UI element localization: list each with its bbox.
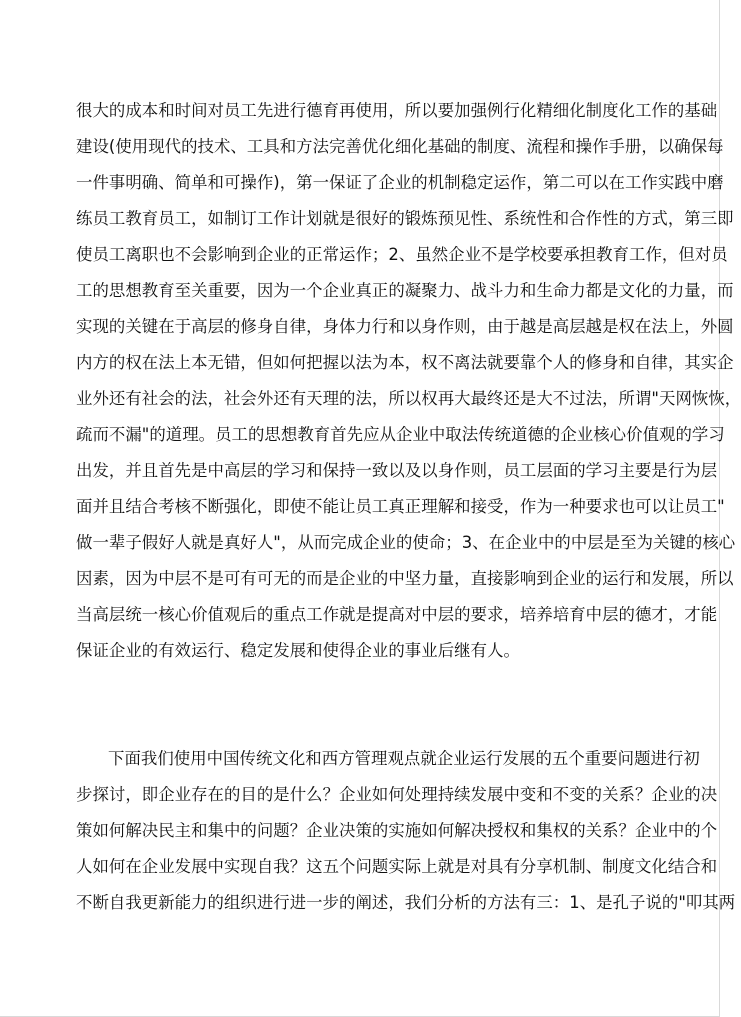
text-line: 出发，并且首先是中高层的学习和保持一致以及以身作则，员工层面的学习主要是行为层	[76, 461, 718, 480]
text-line: 使员工离职也不会影响到企业的正常运作；2、虽然企业不是学校要承担教育工作，但对员	[76, 245, 728, 264]
text-line: 面并且结合考核不断强化，即使不能让员工真正理解和接受，作为一种要求也可以让员工"	[76, 497, 725, 516]
text-line: 不断自我更新能力的组织进行进一步的阐述，我们分析的方法有三：1、是孔子说的"叩其两	[76, 893, 736, 912]
text-line: 当高层统一核心价值观后的重点工作就是提高对中层的要求，培养培育中层的德才，才能	[76, 605, 718, 624]
text-line: 实现的关键在于高层的修身自律，身体力行和以身作则，由于越是高层越是权在法上，外圆	[76, 317, 734, 336]
text-line: 因素，因为中层不是可有可无的而是企业的中坚力量，直接影响到企业的运行和发展，所以	[76, 569, 734, 588]
text-line: 步探讨，即企业存在的目的是什么？企业如何处理持续发展中变和不变的关系？企业的决	[76, 785, 718, 804]
text-line: 业外还有社会的法，社会外还有天理的法，所以权再大最终还是大不过法，所谓"天网恢恢，	[76, 389, 741, 408]
text-line: 很大的成本和时间对员工先进行德育再使用，所以要加强例行化精细化制度化工作的基础	[76, 101, 718, 120]
text-line: 建设(使用现代的技术、工具和方法完善优化细化基础的制度、流程和操作手册，以确保每	[76, 137, 724, 156]
text-line: 工的思想教育至关重要，因为一个企业真正的凝聚力、战斗力和生命力都是文化的力量，而	[76, 281, 734, 300]
text-line: 练员工教育员工，如制订工作计划就是很好的锻炼预见性、系统性和合作性的方式，第三即	[76, 209, 734, 228]
text-line: 下面我们使用中国传统文化和西方管理观点就企业运行发展的五个重要问题进行初	[108, 749, 700, 768]
text-line: 内方的权在法上本无错，但如何把握以法为本，权不离法就要靠个人的修身和自律，其实企	[76, 353, 734, 372]
text-line: 保证企业的有效运行、稳定发展和使得企业的事业后继有人。	[76, 641, 520, 660]
text-line: 策如何解决民主和集中的问题？企业决策的实施如何解决授权和集权的关系？企业中的个	[76, 821, 718, 840]
text-line: 一件事明确、简单和可操作)，第一保证了企业的机制稳定运作，第二可以在工作实践中磨	[76, 173, 724, 192]
text-line: 做一辈子假好人就是真好人"，从而完成企业的使命；3、在企业中的中层是至为关键的核心	[76, 533, 736, 552]
text-line: 疏而不漏"的道理。员工的思想教育首先应从企业中取法传统道德的企业核心价值观的学习	[76, 425, 725, 444]
text-line: 人如何在企业发展中实现自我？这五个问题实际上就是对具有分享机制、制度文化结合和	[76, 857, 718, 876]
